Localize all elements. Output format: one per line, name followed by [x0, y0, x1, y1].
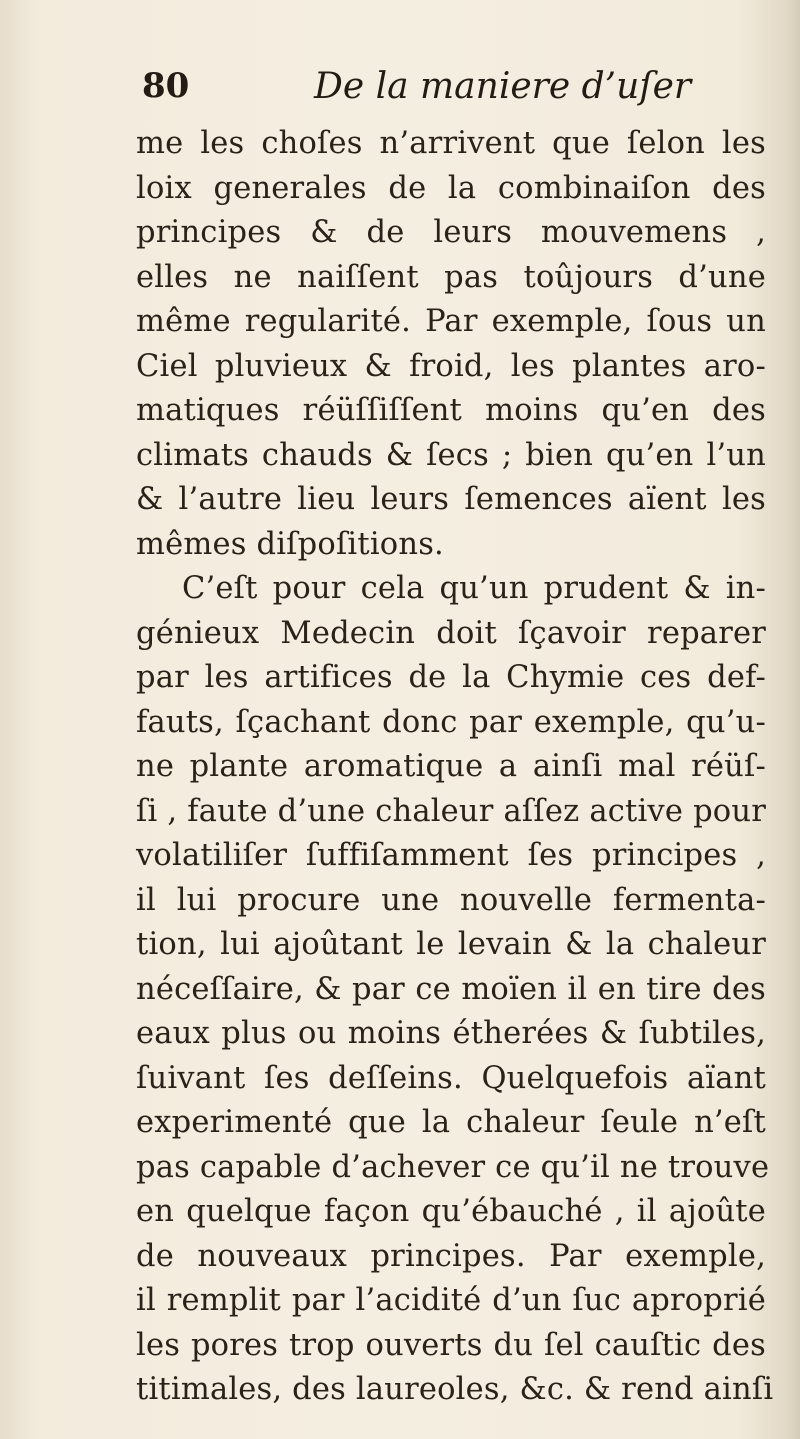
- text-line: il lui procure une nouvelle fermenta-: [136, 882, 766, 918]
- text-line: titimales, des laureoles, &c. & rend ainſi: [136, 1372, 774, 1407]
- text-line: eaux plus ou moins étherées & ſubtiles,: [136, 1016, 766, 1051]
- running-title: De la maniere d’uſer: [314, 66, 692, 107]
- text-line: loix generales de la combinaiſon des: [136, 170, 766, 206]
- text-line: les pores trop ouverts du ſel cauſtic des: [136, 1327, 766, 1363]
- text-line: génieux Medecin doit ſçavoir reparer: [136, 615, 766, 651]
- text-line: de nouveaux principes. Par exemple,: [136, 1238, 766, 1274]
- running-head: [142, 66, 742, 118]
- text-line: tion, lui ajoûtant le levain & la chaleur: [136, 927, 766, 962]
- text-line: mêmes diſpoſitions.: [136, 526, 444, 562]
- text-line: & l’autre lieu leurs ſemences aïent les: [136, 482, 766, 517]
- text-line: climats chauds & ſecs ; bien qu’en l’un: [136, 437, 766, 473]
- text-line: il remplit par l’acidité d’un ſuc aproprié: [136, 1283, 766, 1318]
- body-text: [136, 122, 774, 1413]
- text-line: elles ne naiſſent pas toûjours d’une: [136, 259, 766, 295]
- text-line: C’eſt pour cela qu’un prudent & in-: [182, 571, 766, 606]
- text-line: en quelque façon qu’ébauché , il ajoûte: [136, 1194, 766, 1229]
- text-line: matiques réüſſiſſent moins qu’en des: [136, 393, 766, 428]
- text-line: experimenté que la chaleur ſeule n’eſt: [136, 1105, 766, 1140]
- text-line: volatiliſer ſuffiſamment ſes principes ,: [136, 838, 766, 873]
- text-line: principes & de leurs mouvemens ,: [136, 215, 766, 250]
- text-line: ſi , faute d’une chaleur aſſez active pour: [136, 793, 766, 829]
- text-line: pas capable d’achever ce qu’il ne trouve: [136, 1149, 770, 1185]
- text-line: fauts, ſçachant donc par exemple, qu’u-: [136, 704, 766, 740]
- text-line: me les choſes n’arrivent que ſelon les: [136, 126, 766, 161]
- page-number: 80: [142, 66, 190, 106]
- text-line: néceſſaire, & par ce moïen il en tire des: [136, 971, 766, 1007]
- text-line: Ciel pluvieux & froid, les plantes aro-: [136, 348, 766, 384]
- text-line: ne plante aromatique a ainſi mal réüſ-: [136, 749, 766, 784]
- text-line: par les artifices de la Chymie ces def-: [136, 660, 766, 695]
- text-line: même regularité. Par exemple, ſous un: [136, 304, 766, 339]
- text-line: ſuivant ſes deſſeins. Quelquefois aïant: [136, 1060, 766, 1096]
